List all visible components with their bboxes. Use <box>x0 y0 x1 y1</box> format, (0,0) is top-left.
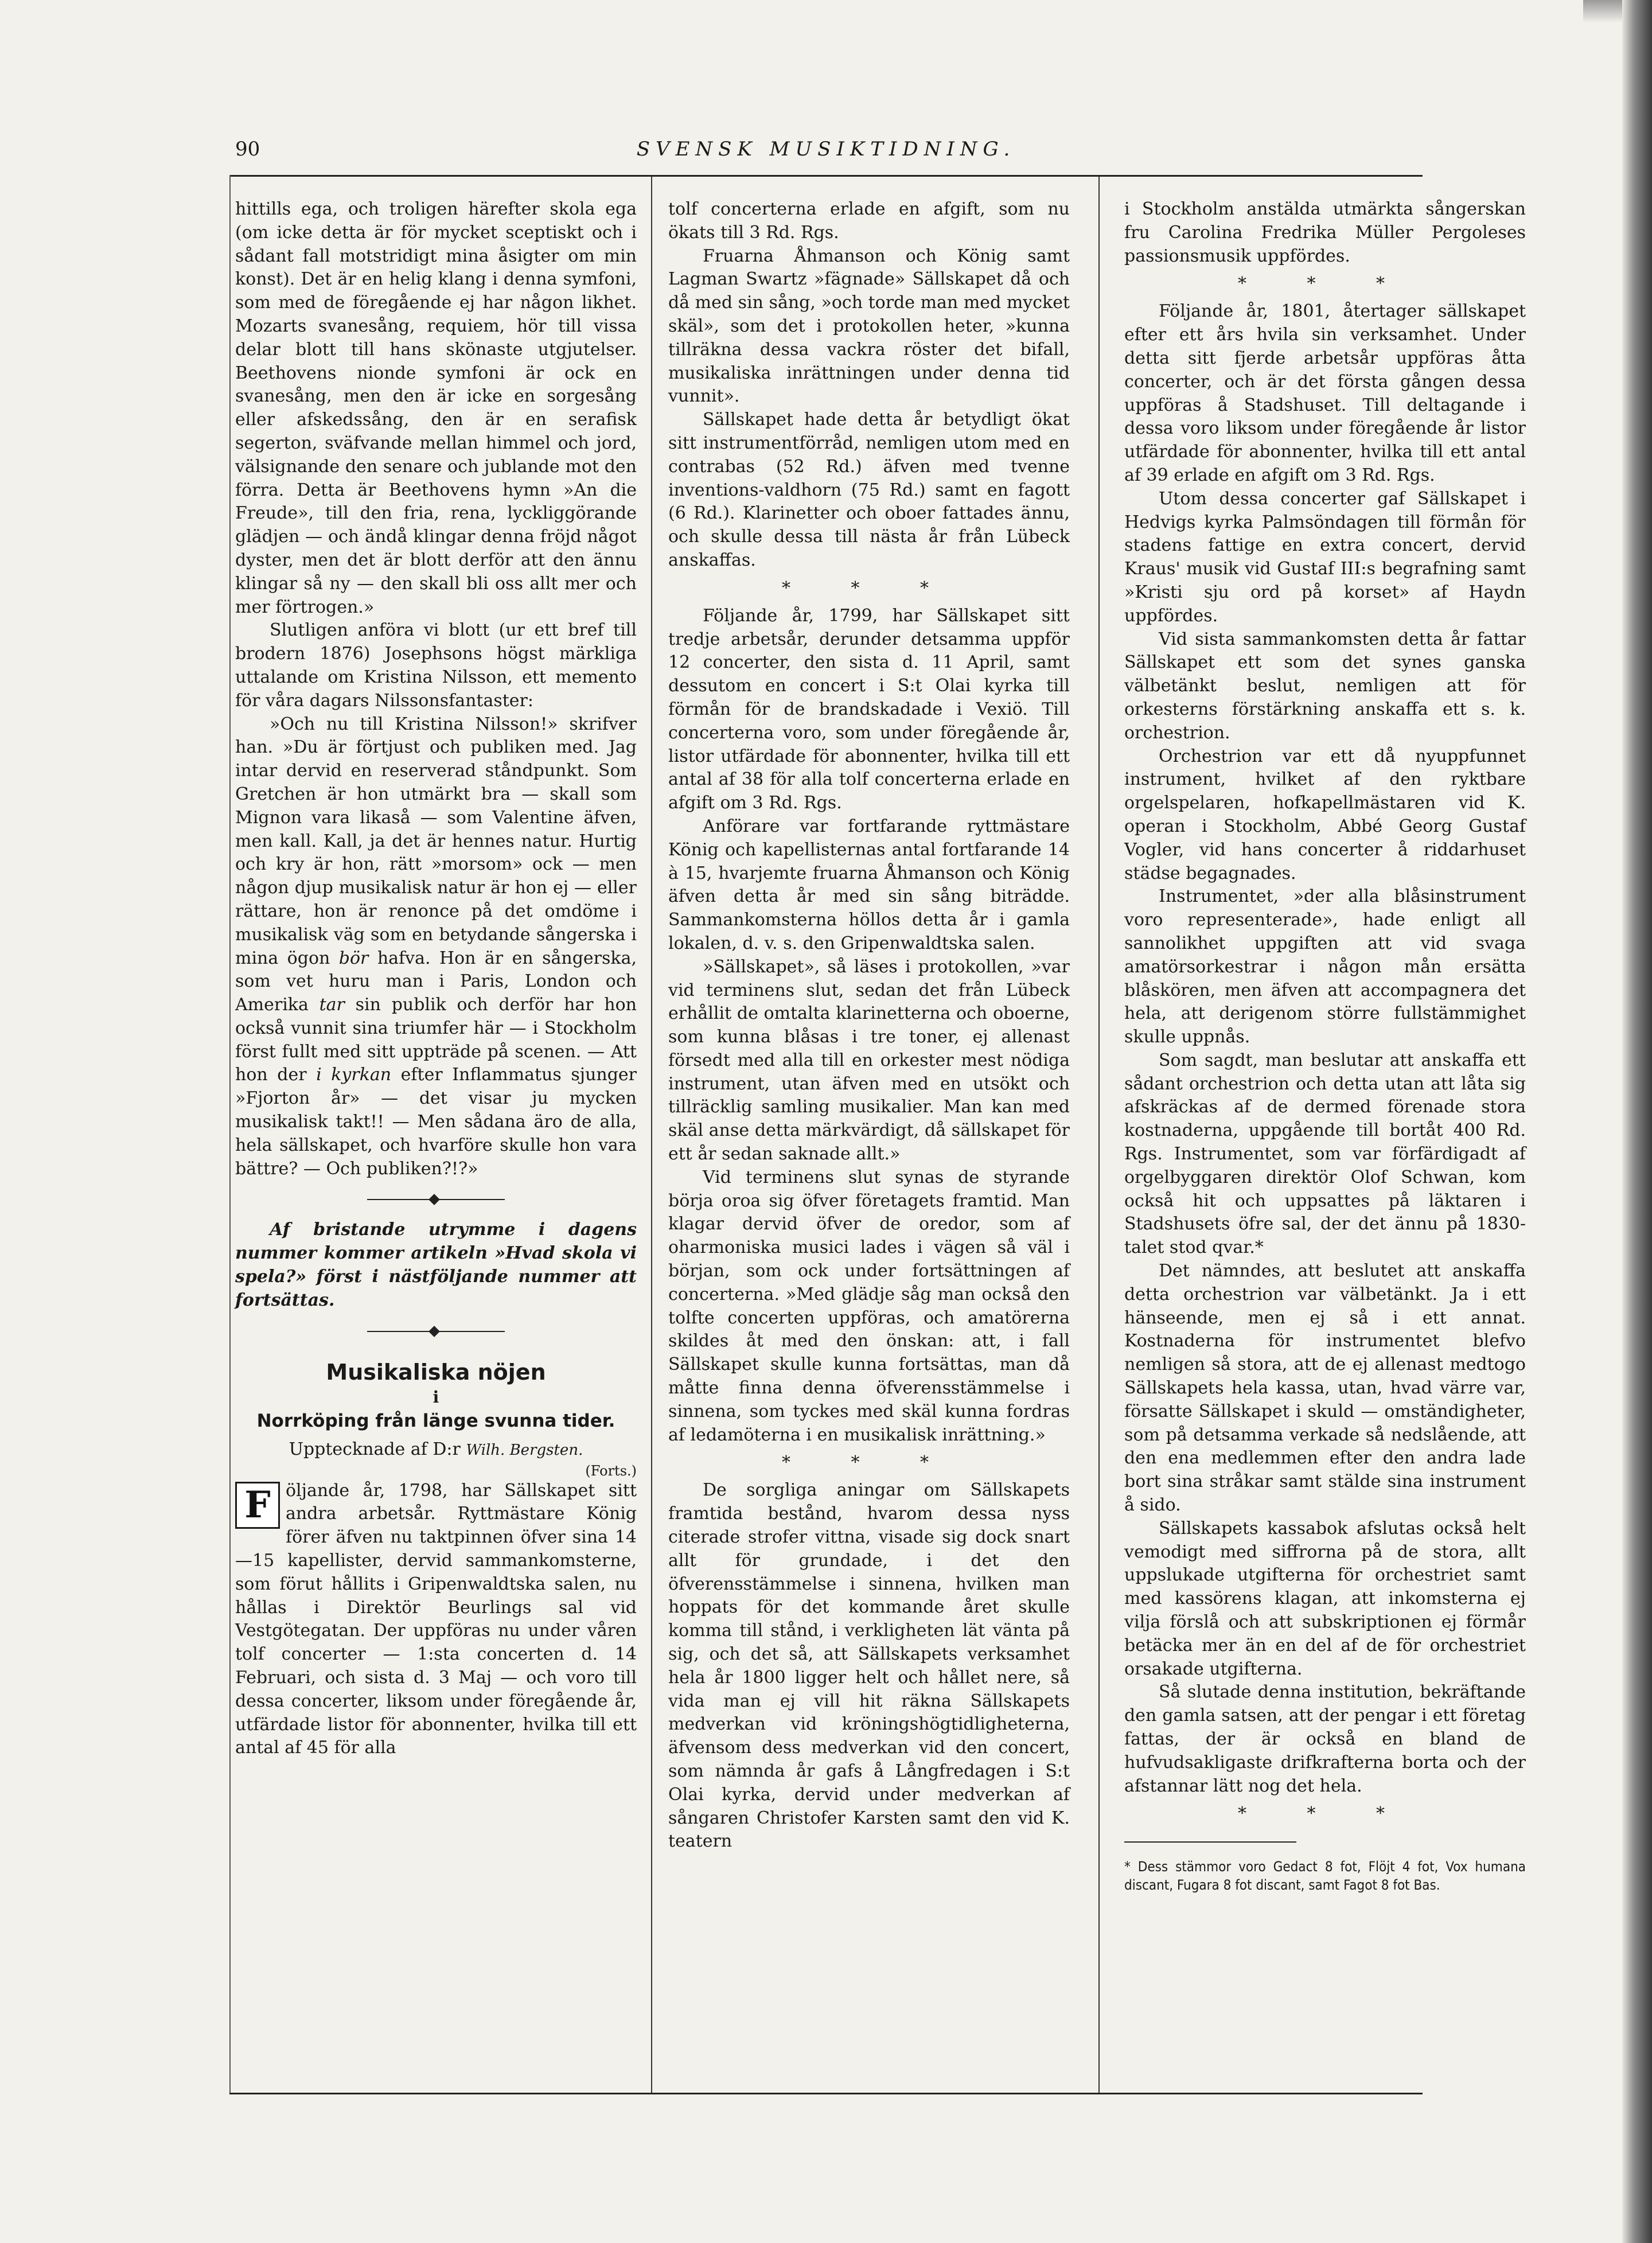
paragraph: Vid sista sammankomsten detta år fattar Sällskapet ett som det synes ganska välbetänkt beslut, nemligen att för orkesterns förstärkning anskaffa ett s. k. orchestrion. <box>1124 629 1526 743</box>
article-title: Musikaliska nöjen <box>326 1359 546 1385</box>
page-header <box>235 138 1417 172</box>
paragraph: Instrumentet, »der alla blåsinstrument voro representerade», hade enligt all sannolikhet uppgiften att vid svaga amatörsorkestrar i någon mån ersätta blåskören, men äfven att accompagnera det hela, att derigenom större fullstämmighet skulle uppnås. <box>1124 886 1526 1047</box>
paragraph: Sällskapet hade detta år betydligt ökat sitt instrumentförråd, nemligen utom med en contrabas (52 Rd.) äfven med tvenne inventions-valdhorn (75 Rd.) samt en fagott (6 Rd.). Klarinetter och oboer fattades ännu, och skulle dessa till nästa år från Lübeck anskaffas. <box>668 410 1070 570</box>
paragraph: öljande år, 1798, har Sällskapet sitt andra arbetsår. Ryttmästare König förer äfven nu taktpinnen öfver sina 14—15 kapellister, dervid sammankomsterne, som förut hållits i Gripenwaldtska salen, nu hållas i Direktör Beurlings sal vid Vestgötegatan. Der uppföras nu under våren tolf concerter — 1:sta concerten d. 14 Februari, och sista d. 3 Maj — och voro till dessa concerter, liksom under föregående år, utfärdade listor för abonnenter, hvilka till ett antal af 45 för alla <box>235 1480 637 1758</box>
scan-corner <box>1583 0 1622 23</box>
article-byline: Upptecknade af D:r Wilh. Bergsten. <box>289 1439 583 1459</box>
column-divider-2 <box>1098 177 1100 2093</box>
section-break-asterisks: * * * <box>1237 274 1413 294</box>
paragraph: Anförare var fortfarande ryttmästare König och kapellisternas antal fortfarande 14 à 15, hvarjemte fruarna Åhmanson och König äfven detta år med sin sång biträdde. Sammankomsterna höllos detta år i gamla lokalen, d. v. s. den Gripenwaldtska salen. <box>668 816 1070 953</box>
column-divider-1 <box>651 177 652 2093</box>
paragraph: Slutligen anföra vi blott (ur ett bref till brodern 1876) Josephsons högst märkliga uttalande om Kristina Nilsson, ett memento för våra dagars Nilssonsfantaster: <box>235 620 637 711</box>
frame-left-rule <box>229 175 231 2094</box>
paragraph: Som sagdt, man beslutar att anskaffa ett sådant orchestrion och detta utan att låta sig afskräckas af de dermed förenade stora kostnaderna, uppgående till bortåt 400 Rd. Rgs. Instrumentet, som var förfärdigadt af orgelbyggaren direktör Olof Schwan, kom också hit och uppsattes på läktaren i Stadshusets öfre sal, der det ännu på 1830-talet stod qvar.* <box>1124 1050 1526 1258</box>
footer-rule <box>229 2093 1423 2094</box>
paragraph: Fruarna Åhmanson och König samt Lagman Swartz »fägnade» Sällskapet då och då med sin sång, »och torde man med mycket skäl», som det i protokollen heter, »kunna tillräkna dessa vackra röster det bifall, musikaliska inrättningen under denna tid vunnit». <box>668 246 1070 407</box>
paragraph: Orchestrion var ett då nyuppfunnet instrument, hvilket af den ryktbare orgelspelaren, hofkapellmästaren vid K. operan i Stockholm, Abbé Georg Gustaf Vogler, vid hans concerter å riddarhuset städse begagnades. <box>1124 746 1526 883</box>
section-break-asterisks: * * * <box>781 578 957 598</box>
article-title-connector: i <box>433 1387 439 1407</box>
section-break-asterisks: * * * <box>781 1453 957 1473</box>
ornament-divider <box>367 1196 505 1204</box>
column-3 <box>1124 198 1526 1894</box>
footnote: * Dess stämmor voro Gedact 8 fot, Flöjt 4 fot, Vox humana discant, Fugara 8 fot discant, samt Fagot 8 fot Bas. <box>1124 1859 1526 1894</box>
ornament-divider <box>367 1327 505 1335</box>
continued-marker: (Forts.) <box>585 1462 637 1479</box>
column-2 <box>668 198 1070 1853</box>
header-rule <box>229 175 1423 177</box>
journal-title: SVENSK MUSIKTIDNING. <box>636 138 1016 161</box>
paragraph: tolf concerterna erlade en afgift, som nu ökats till 3 Rd. Rgs. <box>668 199 1070 243</box>
paragraph: Följande år, 1799, har Sällskapet sitt tredje arbetsår, derunder detsamma uppför 12 concerter, den sista d. 11 April, samt dessutom en concert i S:t Olai kyrka till förmån för de brandskadade i Vexiö. Till concerterna voro, som under föregående år, listor utfärdade för abonnenter, hvilka till ett antal af 38 för alla tolf concerterna erlade en afgift om 3 Rd. Rgs. <box>668 605 1070 813</box>
page-number: 90 <box>235 138 260 161</box>
article-subtitle: Norrköping från länge svunna tider. <box>256 1410 615 1431</box>
paragraph: Det nämndes, att beslutet att anskaffa detta orchestrion var välbetänkt. Ja i ett hänseende, men ej så i ett annat. Kostnaderna för instrumentet blefvo nemligen så stora, att de ej allenast medtogo Sällskapets hela kassa, utan, hvad värre var, försatte Sällskapet i skuld — omständigheter, som på detsamma verkade så nedslående, att den ena medlemmen efter den andra lade bort sina stråkar samt stälde sina instrument å sido. <box>1124 1261 1526 1516</box>
article-body-start <box>235 1479 637 1761</box>
footnote-rule <box>1124 1841 1296 1843</box>
paragraph: »Sällskapet», så läses i protokollen, »var vid terminens slut, sedan det från Lübeck erhållit de omtalta klarinetterna och oboerne, som kunna blåsas i tre toner, ej allenast försedt med alla till en orkester mest nödiga instrument, utan äfven med en utsökt och tillräcklig samling musikalier. Man kan med skäl anse detta märkvärdigt, då sällskapet för ett år sedan saknade allt.» <box>668 956 1070 1165</box>
paragraph: Följande år, 1801, återtager sällskapet efter ett års hvila sin verksamhet. Under detta sitt fjerde arbetsår uppföras åtta concerter, och är det första gången dessa uppföras å Stadshuset. Till deltagande i dessa voro liksom under föregående år listor utfärdade för abonnenter, hvilka till ett antal af 39 erlade en afgift om 3 Rd. Rgs. <box>1124 301 1526 485</box>
section-break-asterisks: * * * <box>1237 1804 1413 1824</box>
paragraph: Vid terminens slut synas de styrande börja oroa sig öfver företagets framtid. Man klagar dervid öfver de oredor, som af oharmoniska musici lades i vägen så väl i början, som ock under fortsättningen af concerterna. »Med glädje såg man också den tolfte concerten uppföras, och amatörerna skildes åt med den önskan: att, i fall Sällskapet skulle kunna fortsättas, man då måtte finna denna öfverensstämmelse i sinnena, som tyckes med skäl kunna fordras af ledamöterna i en musikalisk inrättning.» <box>668 1167 1070 1445</box>
paragraph: »Och nu till Kristina Nilsson!» skrifver han. »Du är förtjust och publiken med. Jag intar dervid en reserverad ståndpunkt. Som Gretchen är hon utmärkt bra — skall som Mignon vara likaså — som Valentine äfven, men kall. Kall, ja det är hennes natur. Hurtig och kry är hon, rätt »morsom» ock — men någon djup musikalisk natur är hon ej — eller rättare, hon är renonce på det omdöme i musikalisk väg som en betydande sångerska i mina ögon bör hafva. Hon är en sångerska, som vet huru man i Paris, London och Amerika tar sin publik och derför har hon också vunnit sina triumfer här — i Stockholm först fullt med sitt uppträde på scenen. — Att hon der i kyrkan efter Inflammatus sjunger »Fjorton år» — det visar ju mycken musikalisk takt!! — Men sådana äro de alla, hela sällskapet, och hvarföre skulle hon vara bättre? — Och publiken?!?» <box>235 714 637 1179</box>
scan-edge <box>1622 0 1652 2243</box>
paragraph: Sällskapets kassabok afslutas också helt vemodigt med siffrorna på de stora, allt uppslukade utgifterna för orchestriet samt med kassörens klagan, att inkomsterna ej vilja förslå och att subskriptionen ej förmår betäcka mer än en del af de för orchestriet orsakade utgifterna. <box>1124 1518 1526 1679</box>
paragraph: i Stockholm anstälda utmärkta sångerskan fru Carolina Fredrika Müller Pergoleses passionsmusik uppfördes. <box>1124 199 1526 266</box>
paragraph: Utom dessa concerter gaf Sällskapet i Hedvigs kyrka Palmsöndagen till förmån för stadens fattige en extra concert, dervid Kraus' musik vid Gustaf III:s begrafning samt »Kristi sju ord på korset» af Haydn uppfördes. <box>1124 488 1526 626</box>
paragraph: De sorgliga aningar om Sällskapets framtida bestånd, hvarom dessa nyss citerade strofer vittna, visade sig dock snart allt för grundade, i det den öfverensstämmelse i sinnena, hvilken man hoppats för det kommande året skulle komma till stånd, i verkligheten lät vänta på sig, och det så, att Sällskapets verksamhet hela år 1800 ligger helt och hållet nere, så vida man ej vill hit räkna Sällskapets medverkan vid kröningshögtidligheterna, äfvensom dess medverkan vid den concert, som nämnda år gafs å Långfredagen i S:t Olai kyrka, dervid under medverkan af sångaren Christofer Karsten samt den vid K. teatern <box>668 1480 1070 1852</box>
column-1 <box>235 198 637 1760</box>
paragraph: hittills ega, och troligen härefter skola ega (om icke detta är för mycket sceptiskt och i sådant fall motstridigt mina åsigter om min konst). Det är en helig klang i denna symfoni, som med de föregående ej har någon likhet. Mozarts svanesång, requiem, hör till vissa delar blott till hans skönaste utgjutelser. Beethovens nionde symfoni är ock en svanesång, men den är icke en sorgesång eller afskedssång, den är en serafisk segerton, sväfvande mellan himmel och jord, välsignande den senare och jublande mot den förra. Detta är Beethovens hymn »An die Freude», till den fria, rena, lyckliggörande glädjen — och ändå klingar denna fröjd något dyster, men det är blott derför att den ännu klingar så ny — den skall bli oss allt mer och mer förtrogen.» <box>235 199 637 617</box>
editorial-notice: Af bristande utrymme i dagens nummer kommer artikeln »Hvad skola vi spela?» först i nästföljande nummer att fortsättas. <box>235 1220 637 1310</box>
paragraph: Så slutade denna institution, bekräftande den gamla satsen, att der pengar i ett företag fattas, der är också en bland de hufvudsakligaste drifkrafterna borta och der afstannar lätt nog det hela. <box>1124 1682 1526 1796</box>
dropcap-letter: F <box>235 1482 280 1529</box>
